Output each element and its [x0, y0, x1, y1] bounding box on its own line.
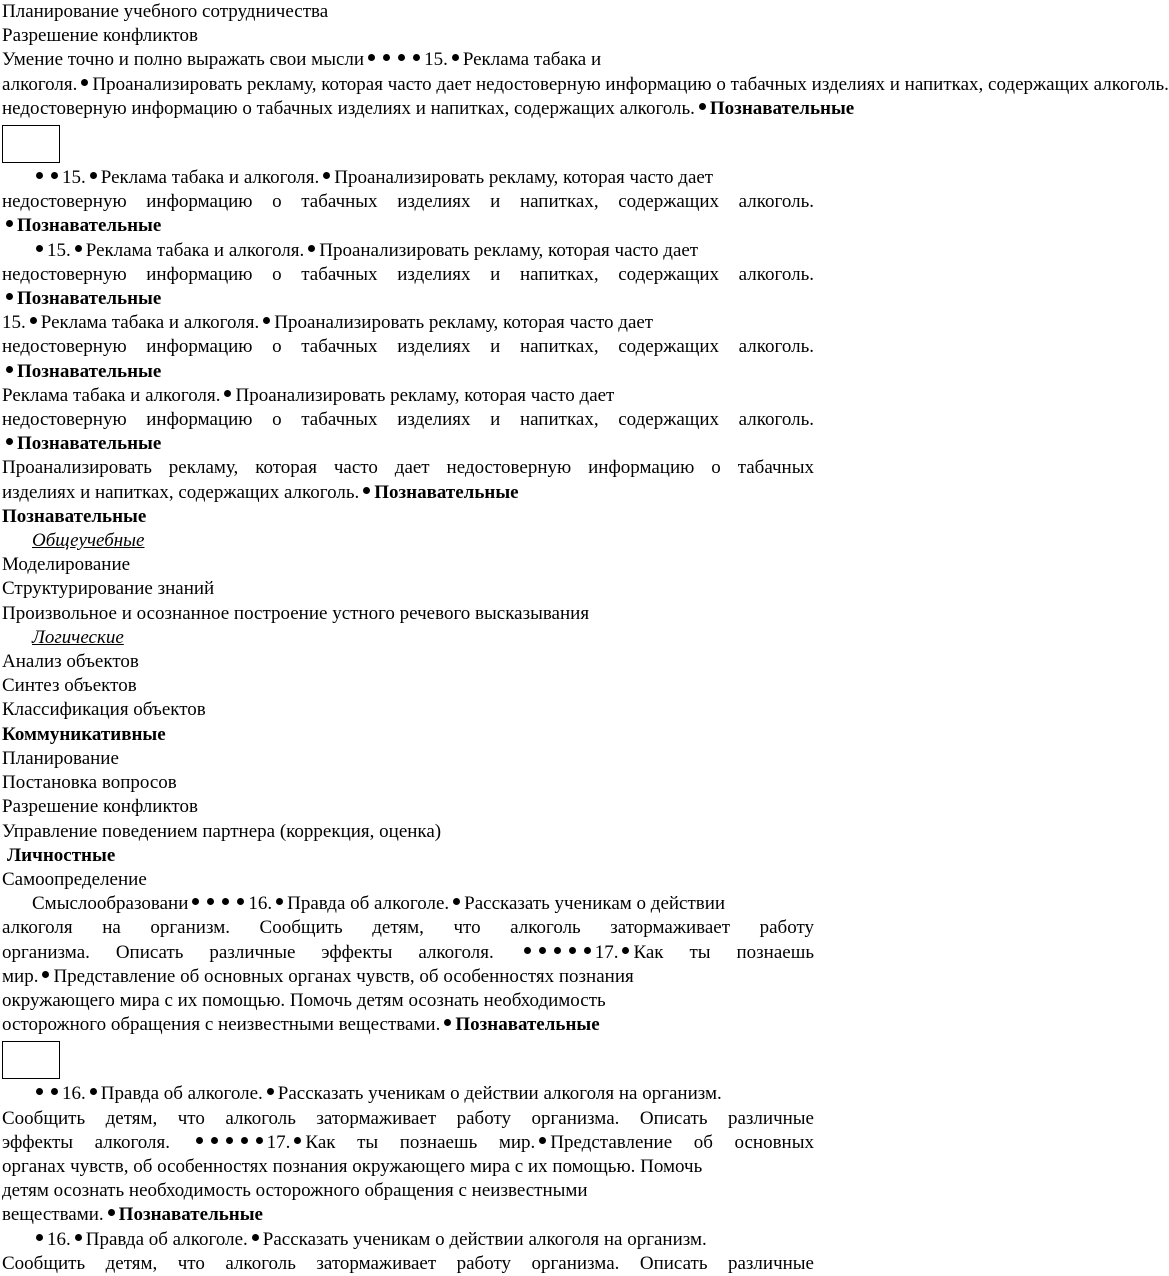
text: алкоголя.	[2, 73, 78, 95]
text: Реклама табака и алкоголя.	[40, 312, 260, 334]
skill-speech: Произвольное и осознанное построение устного речевого высказывания	[2, 602, 590, 624]
line-conflict-resolution: Разрешение конфликтов	[2, 25, 198, 47]
line-planning-cooperation: Планирование учебного сотрудничества	[2, 1, 329, 22]
heading-cognitive: Познавательные	[2, 505, 147, 527]
bullet-icon	[211, 1137, 218, 1144]
text: Рассказать ученикам о действии алкоголя на организм.	[262, 1228, 707, 1250]
text: Смыслообразовани	[32, 893, 189, 915]
text: Проанализировать рекламу, которая часто дает	[235, 384, 615, 406]
text: изделиях и напитках, содержащих алкоголь.	[2, 481, 360, 503]
bullet-icon	[383, 54, 390, 61]
skill-analysis: Анализ объектов	[2, 651, 139, 673]
text: Реклама табака и алкоголя.	[85, 239, 305, 261]
bullet-icon	[398, 54, 405, 61]
bullet-icon	[323, 172, 330, 179]
empty-frame	[2, 1041, 60, 1079]
bullet-icon	[224, 390, 231, 397]
text: Как ты познаешь мир.	[305, 1131, 536, 1153]
text: Рассказать ученикам о действии	[464, 893, 726, 915]
label-cognitive: Познавательные	[374, 481, 519, 503]
bullet-icon	[622, 947, 629, 954]
text: Умение точно и полно выражать свои мысли	[2, 49, 365, 71]
bullet-icon	[263, 317, 270, 324]
bullet-icon	[51, 172, 58, 179]
bullet-icon	[36, 1088, 43, 1095]
empty-frame	[2, 125, 60, 163]
bullet-icon	[308, 245, 315, 252]
label-cognitive: Познавательные	[709, 97, 855, 119]
bullet-icon	[207, 898, 214, 905]
text: Правда об алкоголе.	[287, 893, 450, 915]
line-17-repr-a	[0, 965, 816, 989]
line-info-justified: недостоверную информацию о табачных изделиях и напитках, содержащих алкоголь.	[2, 263, 814, 285]
bullet-icon	[276, 898, 283, 905]
skill-modeling: Моделирование	[2, 554, 131, 576]
line-15-repeat-3	[0, 311, 816, 335]
label-general: Общеучебные	[32, 530, 145, 552]
item-number: 15.	[424, 49, 448, 71]
label-cognitive: Познавательные	[17, 360, 162, 382]
bullet-icon	[524, 947, 531, 954]
line-cognitive	[0, 287, 816, 311]
bullet-icon	[36, 245, 43, 252]
bullet-icon	[294, 1137, 301, 1144]
line-info-justified: недостоверную информацию о табачных изделиях и напитках, содержащих алкоголь.	[2, 191, 814, 213]
item-number: 15.	[62, 167, 86, 189]
bullet-icon	[226, 1137, 233, 1144]
text: осторожного обращения с неизвестными веществами.	[2, 1014, 441, 1036]
text: недостоверную информацию о табачных изделиях и напитках, содержащих алкоголь.	[2, 97, 695, 119]
text: Проанализировать рекламу, которая часто дает недостоверную информацию о табачных изделиях и напитках, содержащих алкоголь.	[92, 73, 1169, 95]
text: эффекты алкоголя.	[2, 1131, 171, 1153]
label-cognitive: Познавательные	[118, 1204, 263, 1226]
label-cognitive: Познавательные	[17, 288, 162, 310]
line-cognitive	[0, 360, 816, 384]
skill-partner: Управление поведением партнера (коррекция, оценка)	[2, 820, 442, 842]
line-analyze-full: Проанализировать рекламу, которая часто дает недостоверную информацию о табачных	[2, 457, 814, 479]
line-16-body-b	[0, 941, 816, 965]
skill-classification: Классификация объектов	[2, 699, 206, 721]
line-17-repr-g	[0, 1203, 816, 1227]
bullet-icon	[42, 971, 49, 978]
bullet-icon	[192, 898, 199, 905]
line-16-repeat-1	[0, 1082, 816, 1106]
line-16-body-d	[0, 1131, 816, 1155]
label-cognitive: Познавательные	[455, 1014, 600, 1036]
bullet-icon	[36, 1234, 43, 1241]
text: организма. Описать различные эффекты алкоголя.	[2, 941, 494, 963]
text: мир.	[2, 965, 39, 987]
line-15-repeat-4	[0, 384, 816, 408]
line-cognitive	[0, 432, 816, 456]
bullet-icon	[363, 487, 370, 494]
bullet-icon	[267, 1088, 274, 1095]
bullet-icon	[75, 245, 82, 252]
text: Проанализировать рекламу, которая часто дает	[319, 239, 699, 261]
bullet-icon	[30, 317, 37, 324]
bullet-icon	[699, 103, 706, 110]
skill-planning: Планирование	[2, 747, 119, 769]
item-number: 15.	[2, 312, 26, 334]
bullet-icon	[413, 54, 420, 61]
line-info-justified: недостоверную информацию о табачных изделиях и напитках, содержащих алкоголь.	[2, 336, 814, 358]
line-16-body-e: Сообщить детям, что алкоголь затормаживает работу организма. Описать различные	[2, 1252, 814, 1274]
label-cognitive: Познавательные	[17, 433, 162, 455]
bullet-icon	[444, 1019, 451, 1026]
line-17-repr-b: окружающего мира с их помощью. Помочь детям осознать необходимость	[2, 989, 606, 1011]
text: Реклама табака и алкоголя.	[100, 167, 320, 189]
bullet-icon	[554, 947, 561, 954]
skill-self: Самоопределение	[2, 868, 147, 890]
line-analyze-end	[0, 481, 816, 505]
bullet-icon	[36, 172, 43, 179]
line-16-body-c: Сообщить детям, что алкоголь затормаживает работу организма. Описать различные	[2, 1107, 814, 1129]
bullet-icon	[108, 1209, 115, 1216]
line-16-body-a: алкоголя на организм. Сообщить детям, что алкоголь затормаживает работу	[2, 917, 814, 939]
label-cognitive: Познавательные	[17, 215, 162, 237]
line-info-products	[0, 97, 855, 121]
bullet-icon	[196, 1137, 203, 1144]
bullet-icon	[539, 947, 546, 954]
line-16-repeat-2	[0, 1228, 816, 1252]
line-15-repeat-1	[0, 166, 816, 190]
skill-questions: Постановка вопросов	[2, 772, 177, 794]
line-17-repr-e: органах чувств, об особенностях познания окружающего мира с их помощью. Помочь	[2, 1155, 703, 1177]
item-number: 17.	[594, 941, 619, 963]
bullet-icon	[584, 947, 591, 954]
text: Как ты познаешь	[633, 941, 814, 963]
line-info-justified: недостоверную информацию о табачных изделиях и напитках, содержащих алкоголь.	[2, 409, 814, 431]
bullet-icon	[256, 1137, 263, 1144]
bullet-icon	[75, 1234, 82, 1241]
bullet-icon	[222, 898, 229, 905]
text: Правда об алкоголе.	[100, 1083, 263, 1105]
text: Проанализировать рекламу, которая часто дает	[274, 312, 654, 334]
skill-synthesis: Синтез объектов	[2, 675, 137, 697]
bullet-icon	[237, 898, 244, 905]
item-number: 16.	[47, 1228, 71, 1250]
line-17-repr-c	[0, 1013, 816, 1037]
item-number: 16.	[248, 893, 273, 915]
subheading-logical	[0, 626, 816, 650]
text: Реклама табака и	[462, 49, 602, 71]
bullet-icon	[90, 172, 97, 179]
line-17-repr-f: детям осознать необходимость осторожного обращения с неизвестными	[2, 1180, 588, 1202]
bullet-icon	[453, 898, 460, 905]
text: Рассказать ученикам о действии алкоголя на организм.	[277, 1083, 722, 1105]
text: Проанализировать рекламу, которая часто дает	[334, 167, 714, 189]
bullet-icon	[368, 54, 375, 61]
heading-personal: Личностные	[7, 844, 116, 866]
label-logical: Логические	[32, 626, 124, 648]
line-express-thoughts	[0, 48, 816, 72]
bullet-icon	[241, 1137, 248, 1144]
item-number: 15.	[47, 239, 71, 261]
line-15-repeat-2	[0, 239, 816, 263]
bullet-icon	[252, 1234, 259, 1241]
line-cognitive	[0, 214, 816, 238]
text: Представление об основных	[550, 1131, 814, 1153]
item-number: 17.	[266, 1131, 291, 1153]
bullet-icon	[90, 1088, 97, 1095]
bullet-icon	[51, 1088, 58, 1095]
skill-structuring: Структурирование знаний	[2, 578, 215, 600]
line-meaning-16	[0, 892, 816, 916]
bullet-icon	[81, 79, 88, 86]
bullet-icon	[6, 438, 13, 445]
bullet-icon	[539, 1137, 546, 1144]
heading-communicative: Коммуникативные	[2, 723, 166, 745]
text: Представление об основных органах чувств, об особенностях познания	[53, 965, 634, 987]
bullet-icon	[6, 220, 13, 227]
text: Правда об алкоголе.	[85, 1228, 248, 1250]
item-number: 16.	[62, 1083, 86, 1105]
line-alcohol-analyze	[0, 73, 1169, 97]
bullet-icon	[569, 947, 576, 954]
subheading-general	[0, 529, 816, 553]
bullet-icon	[452, 54, 459, 61]
text: веществами.	[2, 1204, 104, 1226]
bullet-icon	[6, 366, 13, 373]
skill-conflicts: Разрешение конфликтов	[2, 796, 198, 818]
text: Реклама табака и алкоголя.	[2, 384, 221, 406]
bullet-icon	[6, 293, 13, 300]
